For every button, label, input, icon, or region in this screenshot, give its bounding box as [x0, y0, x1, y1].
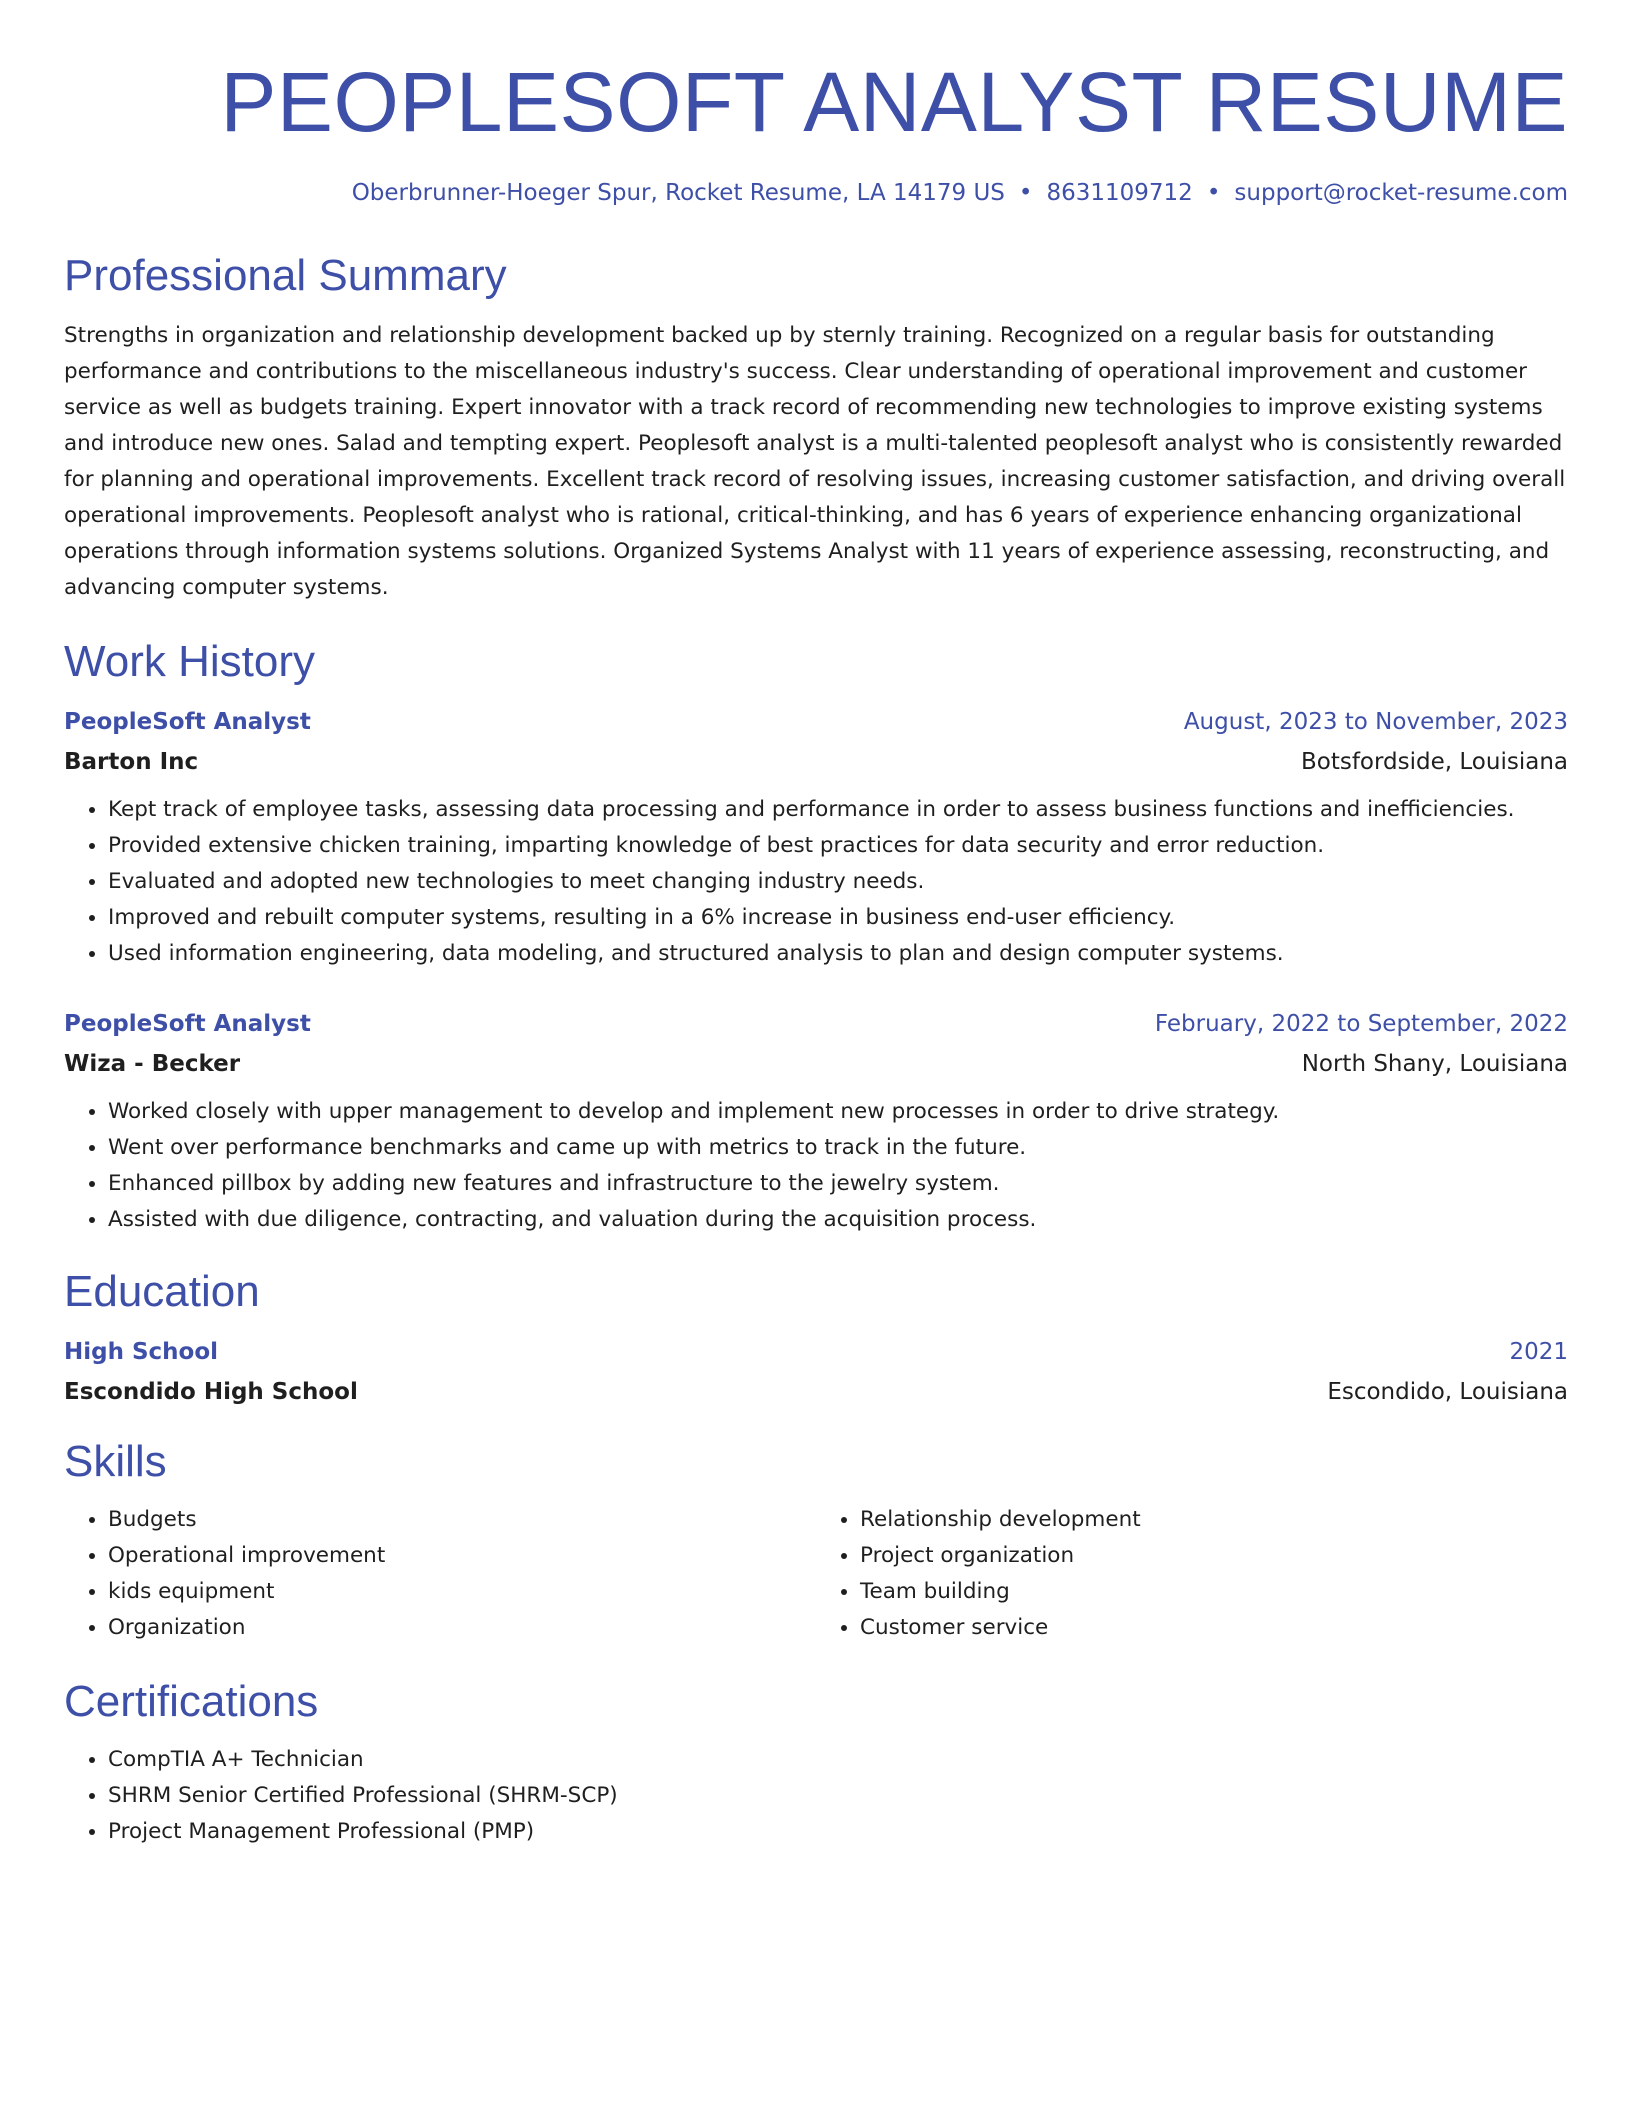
list-item: • Team building — [860, 1574, 1568, 1610]
job-location: North Shany, Louisiana — [1301, 1051, 1568, 1077]
certifications-section — [64, 1676, 1568, 1850]
separator: • — [1018, 180, 1033, 206]
list-item: • Evaluated and adopted new technologies to meet changing industry needs. — [108, 864, 1568, 900]
list-item: • Used information engineering, data modeling, and structured analysis to plan and design computer systems. — [108, 936, 1568, 972]
work-history-section — [64, 636, 1568, 1238]
list-item: • kids equipment — [108, 1574, 816, 1610]
company-name: Wiza - Becker — [64, 1051, 241, 1077]
school-location: Escondido, Louisiana — [1327, 1379, 1568, 1405]
list-item: • Operational improvement — [108, 1538, 816, 1574]
list-item: • Organization — [108, 1610, 816, 1646]
list-item: • Assisted with due diligence, contracting, and valuation during the acquisition process. — [108, 1202, 1568, 1238]
skills-column-right — [816, 1502, 1568, 1646]
certifications-list — [64, 1742, 1568, 1850]
list-item: • Worked closely with upper management to develop and implement new processes in order to drive strategy. — [108, 1094, 1568, 1130]
list-item: • Kept track of employee tasks, assessing data processing and performance in order to assess business functions and inefficiencies. — [108, 792, 1568, 828]
list-item: • Relationship development — [860, 1502, 1568, 1538]
summary-heading: Professional Summary — [64, 251, 507, 300]
list-item: • Provided extensive chicken training, imparting knowledge of best practices for data security and error reduction. — [108, 828, 1568, 864]
job-bullets — [64, 792, 1568, 972]
list-item: • Went over performance benchmarks and came up with metrics to track in the future. — [108, 1130, 1568, 1166]
skills-grid — [64, 1502, 1568, 1646]
graduation-year: 2021 — [1509, 1339, 1568, 1365]
education-heading: Education — [64, 1267, 260, 1316]
job-title: PeopleSoft Analyst — [64, 709, 311, 735]
job-bullets — [64, 1094, 1568, 1238]
education-entry — [64, 1336, 1568, 1408]
separator: • — [1206, 180, 1221, 206]
education-section — [64, 1266, 1568, 1408]
job-entry — [64, 1008, 1568, 1238]
company-name: Barton Inc — [64, 749, 199, 775]
skills-column-left — [64, 1502, 816, 1646]
email: support@rocket-resume.com — [1234, 180, 1568, 206]
list-item: • Budgets — [108, 1502, 816, 1538]
summary-text: Strengths in organization and relationship development backed up by sternly training. Recognized on a regular basis for outstanding performance and contributions to the miscellaneous industry's success. Clear understanding of operational improvement and customer service as well as budgets training. Expert innovator with a track record of recommending new technologies to improve existing systems and introduce new ones. Salad and tempting expert. Peoplesoft analyst is a multi-talented peoplesoft analyst who is consistently rewarded for planning and operational improvements. Excellent track record of resolving issues, increasing customer satisfaction, and driving overall operational improvements. Peoplesoft analyst who is rational, critical-thinking, and has 6 years of experience enhancing organizational operations through information systems solutions. Organized Systems Analyst with 11 years of experience assessing, reconstructing, and advancing computer systems. — [64, 323, 1566, 600]
job-title: PeopleSoft Analyst — [64, 1011, 311, 1037]
job-dates: August, 2023 to November, 2023 — [1183, 709, 1568, 735]
summary-section — [64, 250, 1568, 606]
address: Oberbrunner-Hoeger Spur, Rocket Resume, LA 14179 US — [351, 180, 1005, 206]
list-item: • Project organization — [860, 1538, 1568, 1574]
list-item: • Project Management Professional (PMP) — [108, 1814, 1568, 1850]
list-item: • SHRM Senior Certified Professional (SHRM-SCP) — [108, 1778, 1568, 1814]
job-location: Botsfordside, Louisiana — [1300, 749, 1568, 775]
certifications-heading: Certifications — [64, 1677, 319, 1726]
job-dates: February, 2022 to September, 2022 — [1154, 1011, 1568, 1037]
job-entry — [64, 706, 1568, 972]
contact-line — [64, 178, 1568, 208]
skills-heading: Skills — [64, 1437, 167, 1486]
school-name: Escondido High School — [64, 1379, 358, 1405]
resume-title: PEOPLESOFT ANALYST RESUME — [220, 55, 1568, 149]
list-item: • Improved and rebuilt computer systems, resulting in a 6% increase in business end-user efficiency. — [108, 900, 1568, 936]
work-history-heading: Work History — [64, 637, 315, 686]
degree: High School — [64, 1339, 219, 1365]
list-item: • Customer service — [860, 1610, 1568, 1646]
phone: 8631109712 — [1046, 180, 1193, 206]
list-item: • Enhanced pillbox by adding new features and infrastructure to the jewelry system. — [108, 1166, 1568, 1202]
list-item: • CompTIA A+ Technician — [108, 1742, 1568, 1778]
skills-section — [64, 1436, 1568, 1646]
